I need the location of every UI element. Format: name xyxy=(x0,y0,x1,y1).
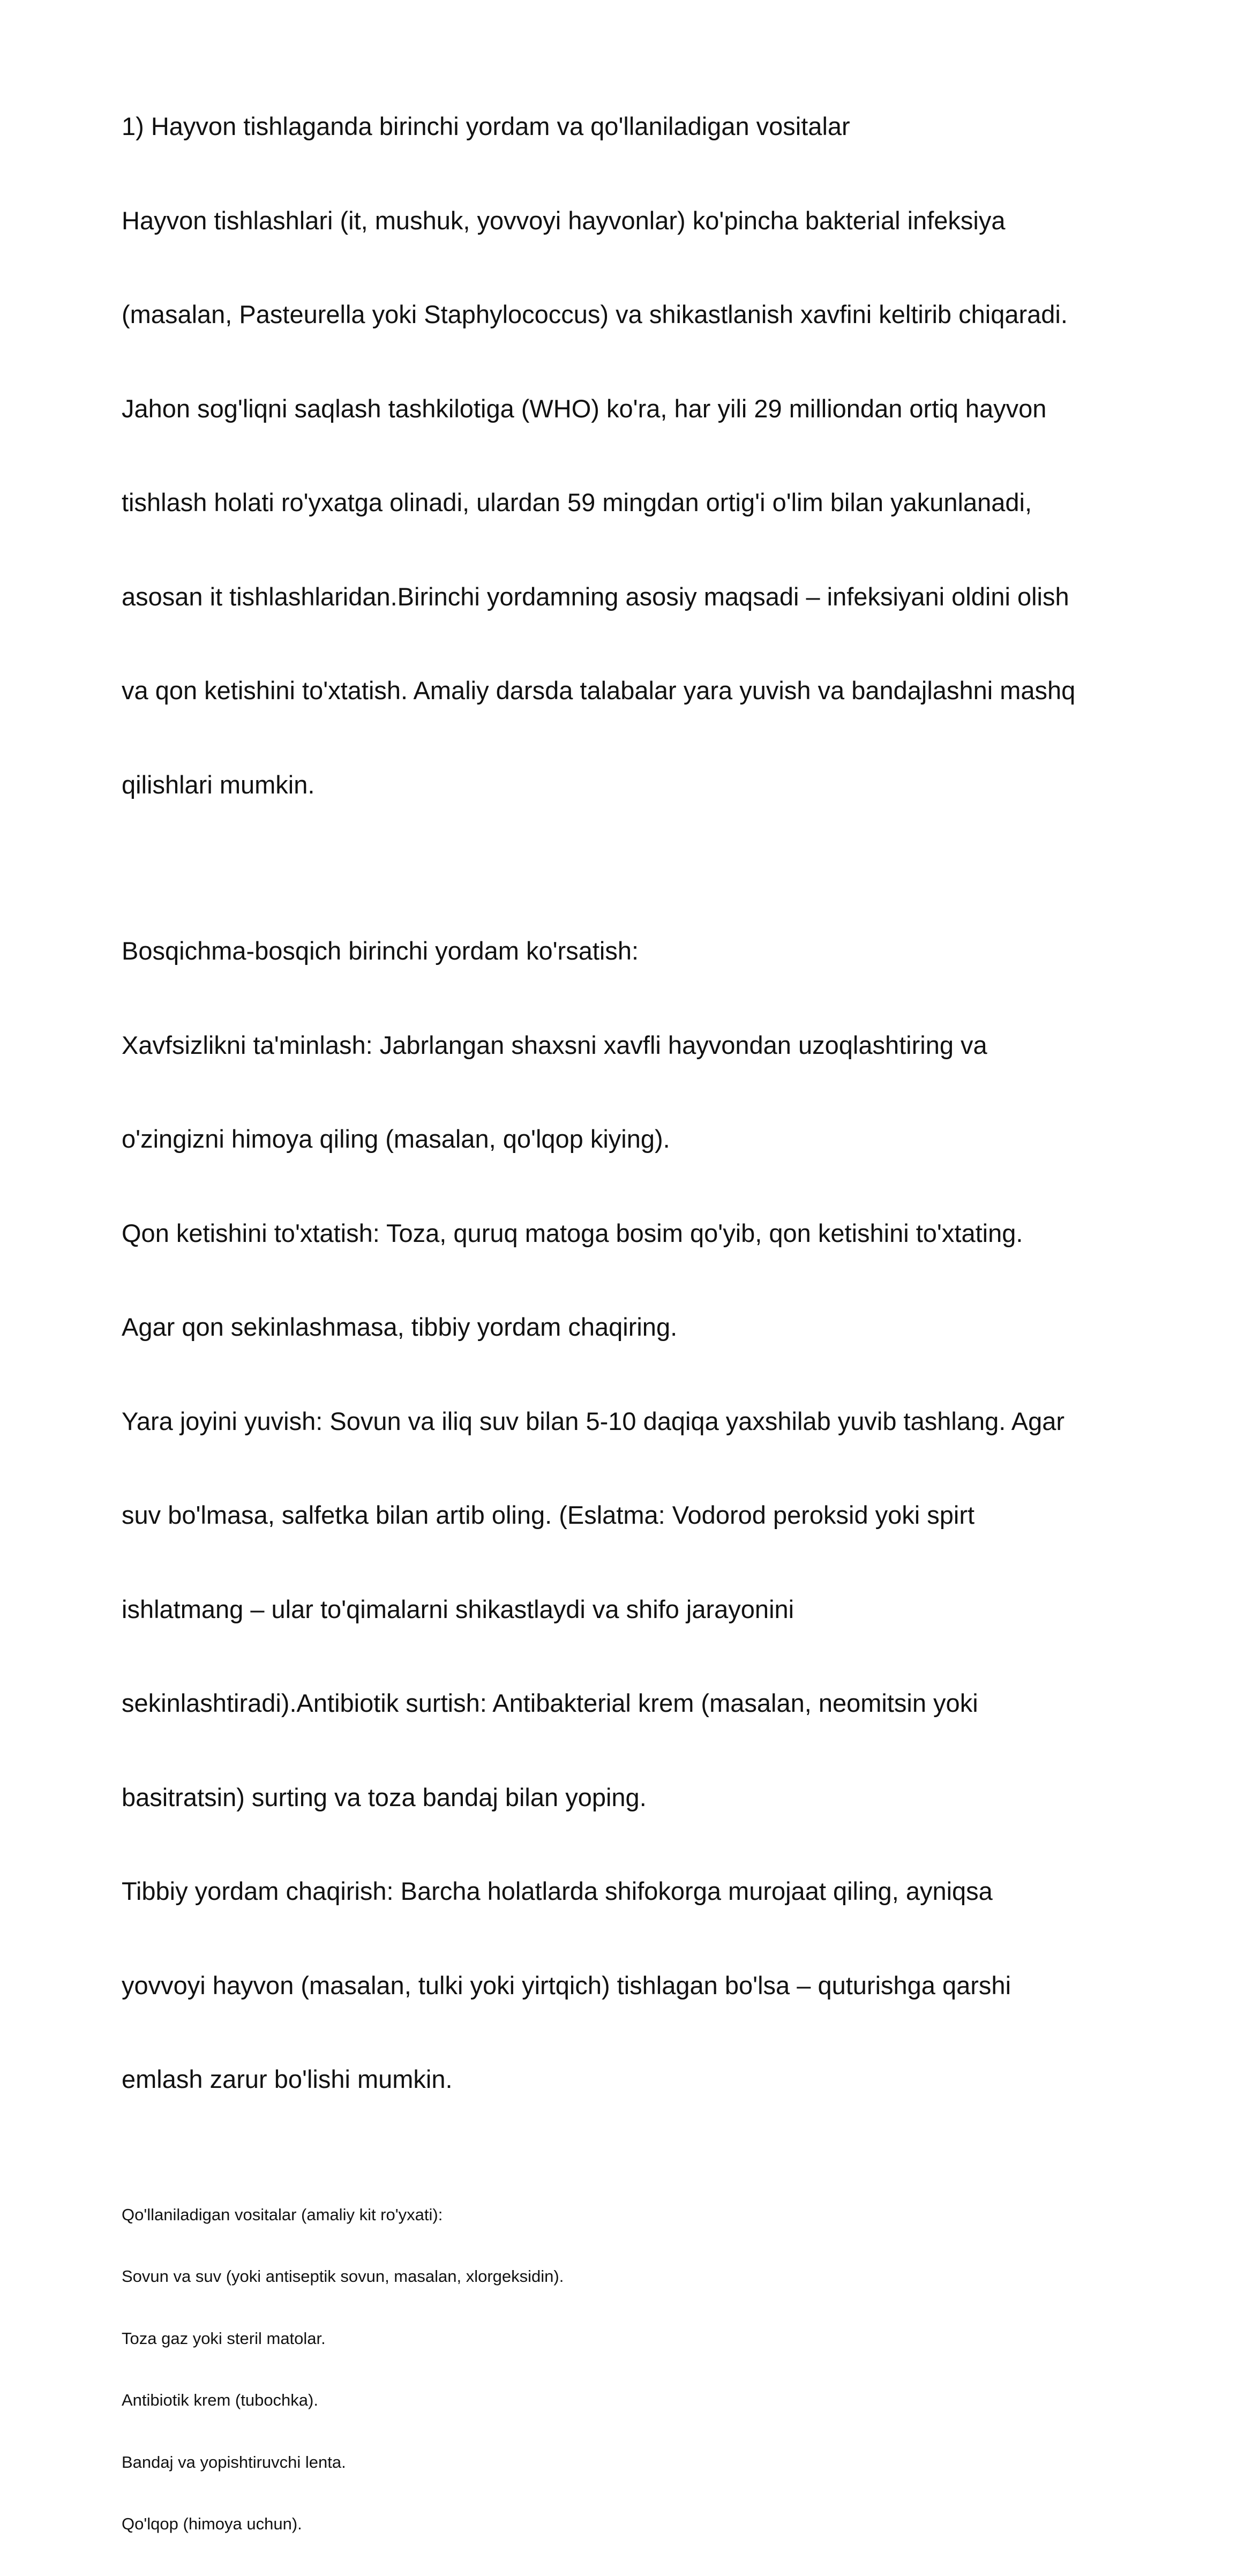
text-line: sekinlashtiradi).Antibiotik surtish: Antibakterial krem (masalan, neomitsin yoki xyxy=(122,1689,978,1717)
text-line: va qon ketishini to'xtatish. Amaliy darsda talabalar yara yuvish va bandajlashni mashq xyxy=(122,676,1076,705)
text-line: Tibbiy yordam chaqirish: Barcha holatlarda shifokorga murojaat qiling, ayniqsa xyxy=(122,1877,993,1905)
steps-paragraph xyxy=(122,873,1139,2158)
text-line: Xavfsizlikni ta'minlash: Jabrlangan shaxsni xavfli hayvondan uzoqlashtiring va xyxy=(122,1030,987,1059)
section-heading: 1) Hayvon tishlaganda birinchi yordam va qo'llaniladigan vositalar xyxy=(122,112,850,140)
text-line: (masalan, Pasteurella yoki Staphylococcus) va shikastlanish xavfini keltirib chiqaradi. xyxy=(122,300,1068,328)
intro-paragraph xyxy=(122,48,1139,863)
text-line: Qon ketishini to'xtatish: Toza, quruq matoga bosim qo'yib, qon ketishini to'xtating. xyxy=(122,1218,1023,1247)
text-line: tishlash holati ro'yxatga olinadi, ulardan 59 mingdan ortig'i o'lim bilan yakunlanadi, xyxy=(122,488,1032,516)
text-line: Yara joyini yuvish: Sovun va iliq suv bilan 5-10 daqiqa yaxshilab yuvib tashlang. Agar xyxy=(122,1406,1065,1435)
kit-list-item: Antibiotik krem (tubochka). xyxy=(122,2391,318,2409)
text-line: o'zingizni himoya qiling (masalan, qo'lqop kiying). xyxy=(122,1125,670,1153)
kit-list-item: Qo'lqop (himoya uchun). xyxy=(122,2514,302,2533)
text-line: Agar qon sekinlashmasa, tibbiy yordam chaqiring. xyxy=(122,1313,678,1341)
text-line: ishlatmang – ular to'qimalarni shikastlaydi va shifo jarayonini xyxy=(122,1594,794,1623)
steps-heading: Bosqichma-bosqich birinchi yordam ko'rsatish: xyxy=(122,937,639,965)
text-line: qilishlari mumkin. xyxy=(122,770,315,799)
text-line: emlash zarur bo'lishi mumkin. xyxy=(122,2065,453,2093)
document-page xyxy=(122,48,1139,2576)
text-line: Jahon sog'liqni saqlash tashkilotiga (WHO) ko'ra, har yili 29 milliondan ortiq hayvon xyxy=(122,394,1047,423)
text-line: suv bo'lmasa, salfetka bilan artib oling. (Eslatma: Vodorod peroksid yoki spirt xyxy=(122,1501,975,1529)
text-line: basitratsin) surting va toza bandaj bilan yoping. xyxy=(122,1783,647,1811)
kit-list xyxy=(122,2163,1139,2576)
kit-list-item: Sovun va suv (yoki antiseptik sovun, masalan, xlorgeksidin). xyxy=(122,2267,564,2286)
text-line: yovvoyi hayvon (masalan, tulki yoki yirtqich) tishlagan bo'lsa – quturishga qarshi xyxy=(122,1971,1011,2000)
kit-list-item: Toza gaz yoki steril matolar. xyxy=(122,2328,326,2348)
kit-list-heading: Qo'llaniladigan vositalar (amaliy kit ro'yxati): xyxy=(122,2205,443,2224)
text-line: Hayvon tishlashlari (it, mushuk, yovvoyi hayvonlar) ko'pincha bakterial infeksiya xyxy=(122,206,1006,235)
kit-list-item: Bandaj va yopishtiruvchi lenta. xyxy=(122,2452,346,2472)
text-line: asosan it tishlashlaridan.Birinchi yordamning asosiy maqsadi – infeksiyani oldini olish xyxy=(122,582,1069,611)
